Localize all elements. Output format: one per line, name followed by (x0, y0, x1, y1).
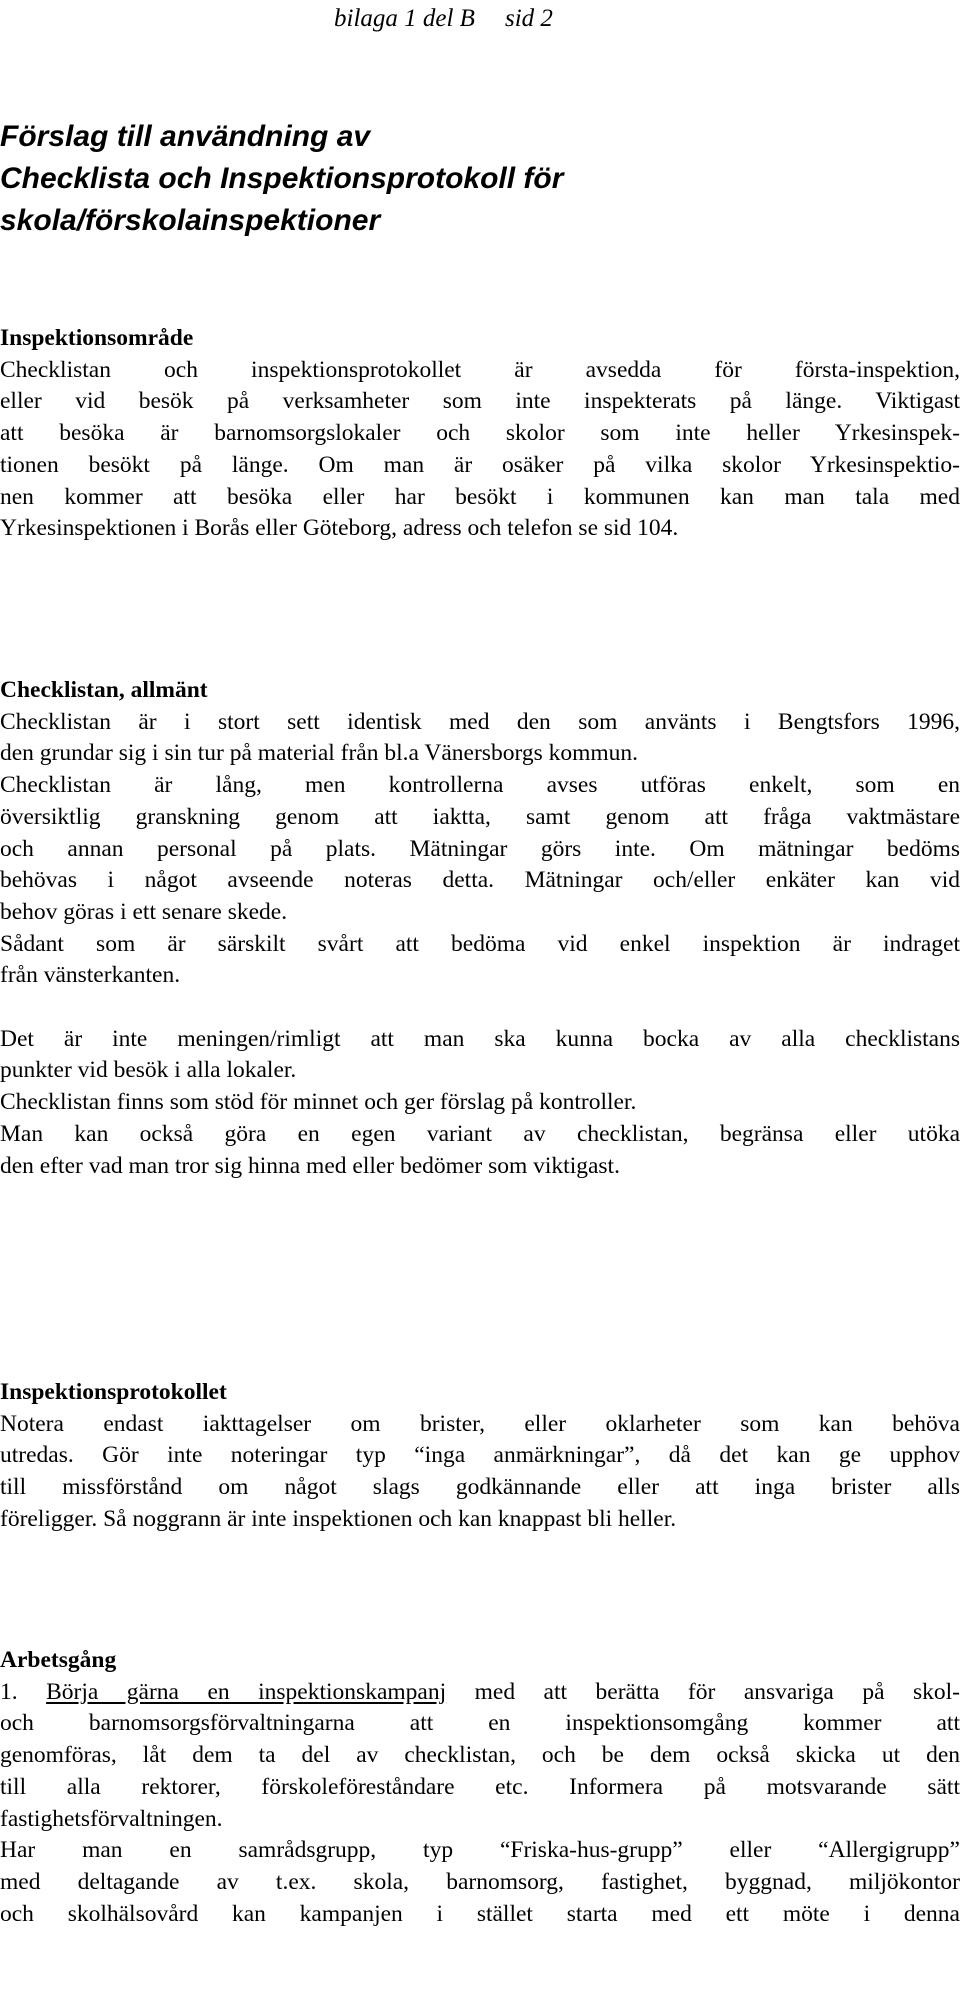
paragraph-line: Checklistan och inspektionsprotokollet är avsedda för första-inspektion, (0, 356, 960, 383)
list-item-text: med att berätta för ansvariga på skol- (446, 1678, 960, 1705)
paragraph-line: Har man en samrådsgrupp, typ “Friska-hus-grupp” eller “Allergigrupp” (0, 1837, 960, 1864)
paragraph-line: behövas i något avseende noteras detta. Mätningar och/eller enkäter kan vid (0, 867, 960, 894)
paragraph-line: den grundar sig i sin tur på material från bl.a Vänersborgs kommun. (0, 740, 639, 767)
paragraph-line: genomföras, låt dem ta del av checklistan, och be dem också skicka ut den (0, 1742, 960, 1769)
emphasized-lead: Börja gärna en inspektionskampanj (46, 1678, 447, 1705)
paragraph-line: tionen besökt på länge. Om man är osäker på vilka skolor Yrkesinspektio- (0, 451, 960, 478)
title-line: Förslag till användning av (0, 120, 371, 153)
section-heading: Inspektionsområde (0, 325, 194, 351)
paragraph-line: eller vid besök på verksamheter som inte inspekterats på länge. Viktigast (0, 388, 960, 415)
title-line: Checklista och Inspektionsprotokoll för (0, 162, 564, 195)
paragraph-line: översiktlig granskning genom att iaktta, samt genom att fråga vaktmästare (0, 803, 960, 830)
paragraph-line: till missförstånd om något slags godkännande eller att inga brister alls (0, 1474, 960, 1501)
section-checklistan-allmant (0, 675, 960, 1182)
running-header (334, 4, 553, 34)
document-title (0, 116, 900, 242)
paragraph-line: Yrkesinspektionen i Borås eller Göteborg, adress och telefon se sid 104. (0, 515, 679, 542)
attachment-label: bilaga 1 del B (334, 5, 475, 32)
paragraph-line: till alla rektorer, förskoleföreståndare etc. Informera på motsvarande sätt (0, 1773, 960, 1800)
paragraph-line: och barnomsorgsförvaltningarna att en inspektionsomgång kommer att (0, 1710, 960, 1737)
paragraph-line: behov göras i ett senare skede. (0, 898, 288, 925)
paragraph-line: att besöka är barnomsorgslokaler och skolor som inte heller Yrkesinspek- (0, 420, 960, 447)
paragraph-line: fastighetsförvaltningen. (0, 1805, 223, 1832)
paragraph-line: den efter vad man tror sig hinna med eller bedömer som viktigast. (0, 1152, 620, 1179)
list-item-number: 1. (0, 1678, 47, 1705)
section-arbetsgang (0, 1645, 960, 1930)
paragraph-line: Det är inte meningen/rimligt att man ska kunna bocka av alla checklistans (0, 1025, 960, 1052)
section-heading: Inspektionsprotokollet (0, 1379, 227, 1405)
paragraph-line: nen kommer att besöka eller har besökt i kommunen kan man tala med (0, 483, 960, 510)
section-heading: Checklistan, allmänt (0, 677, 208, 703)
paragraph-line: och annan personal på plats. Mätningar görs inte. Om mätningar bedöms (0, 835, 960, 862)
section-inspektionsomrade (0, 323, 960, 545)
paragraph-line: punkter vid besök i alla lokaler. (0, 1057, 297, 1084)
paragraph-line: föreligger. Så noggrann är inte inspektionen och kan knappast bli heller. (0, 1505, 677, 1532)
paragraph-line: från vänsterkanten. (0, 962, 181, 989)
section-heading: Arbetsgång (0, 1647, 117, 1673)
page-number: sid 2 (504, 5, 553, 32)
paragraph-line: Man kan också göra en egen variant av checklistan, begränsa eller utöka (0, 1120, 960, 1147)
paragraph-line: Checklistan finns som stöd för minnet och ger förslag på kontroller. (0, 1089, 637, 1116)
paragraph-line: Sådant som är särskilt svårt att bedöma vid enkel inspektion är indraget (0, 930, 960, 957)
list-item-1-first-line (0, 1677, 960, 1709)
paragraph-line: Checklistan är lång, men kontrollerna avses utföras enkelt, som en (0, 772, 960, 799)
paragraph-line: Notera endast iakttagelser om brister, eller oklarheter som kan behöva (0, 1410, 960, 1437)
paragraph-line: Checklistan är i stort sett identisk med den som använts i Bengtsfors 1996, (0, 708, 960, 735)
paragraph-line: med deltagande av t.ex. skola, barnomsorg, fastighet, byggnad, miljökontor (0, 1868, 960, 1895)
section-inspektionsprotokollet (0, 1377, 960, 1536)
paragraph-line: och skolhälsovård kan kampanjen i stället starta med ett möte i denna (0, 1900, 960, 1927)
title-line: skola/förskolainspektioner (0, 204, 381, 237)
paragraph-line: utredas. Gör inte noteringar typ “inga anmärkningar”, då det kan ge upphov (0, 1442, 960, 1469)
